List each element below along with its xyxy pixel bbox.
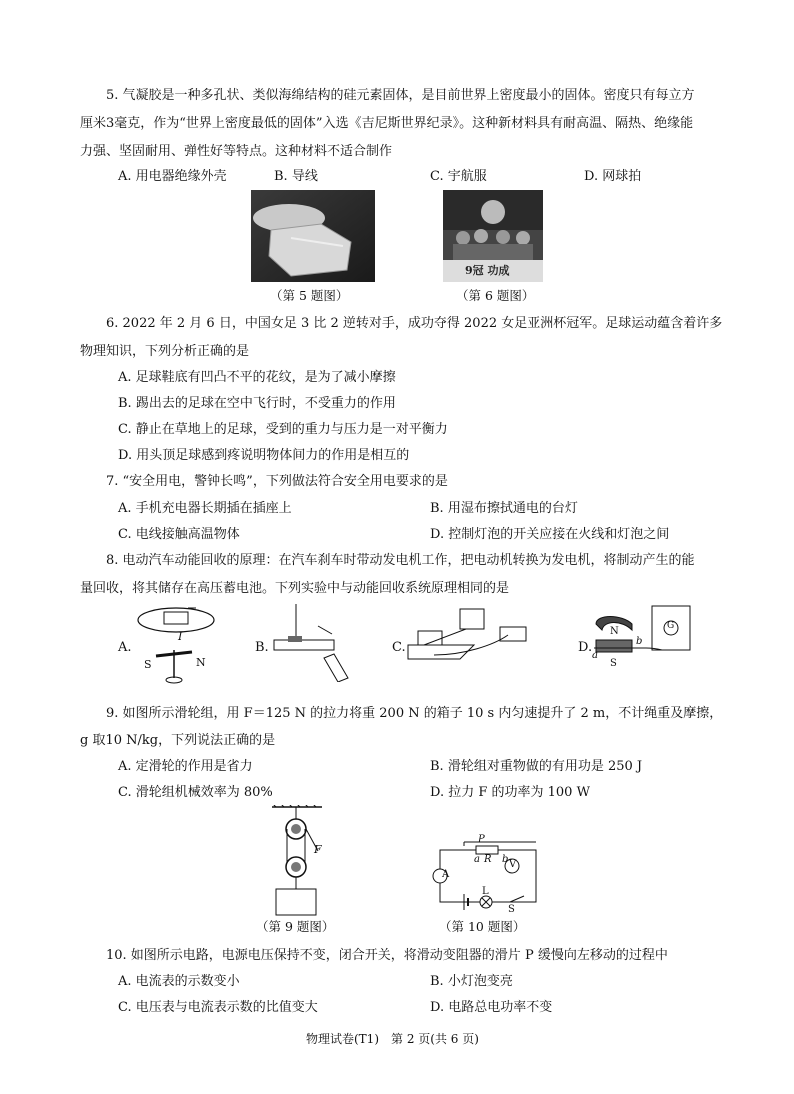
q8-option-d: D. [578,640,593,655]
q8-d-b-label: b [636,636,643,647]
q6-line-1: 6. 2022 年 2 月 6 日，中国女足 3 比 2 逆转对手，成功夺得 2022 女足亚洲杯冠军。足球运动蕴含着许多 [106,316,723,331]
q8-d-g-label: G [667,621,675,631]
page-footer: 物理试卷(T1) 第 2 页(共 6 页) [306,1032,479,1046]
fig10-switch-label: S [508,904,515,915]
q6-line-2: 物理知识，下列分析正确的是 [80,344,250,359]
q6-option-a: A. 足球鞋底有凹凸不平的花纹，是为了减小摩擦 [118,370,396,385]
q9-option-b: B. 滑轮组对重物做的有用功是 250 J [430,759,643,774]
circuit-diagram [424,836,552,916]
q5-option-a: A. 用电器绝缘外壳 [118,169,227,184]
q9-line-2: g 取10 N/kg，下列说法正确的是 [80,733,276,748]
q7-option-a: A. 手机充电器长期插在插座上 [118,501,292,516]
fig5-caption: （第 5 题图） [270,288,349,303]
q9-line-1: 9. 如图所示滑轮组，用 F＝125 N 的拉力将重 200 N 的箱子 10 s 内匀速提升了 2 m，不计绳重及摩擦， [106,706,723,721]
q9-option-d: D. 拉力 F 的功率为 100 W [430,785,590,800]
q10-line-1: 10. 如图所示电路，电源电压保持不变，闭合开关，将滑动变阻器的滑片 P 缓慢向左移动的过程中 [106,948,668,963]
q8-d-a-label: a [592,650,598,661]
q7-line-1: 7. “安全用电，警钟长鸣”，下列做法符合安全用电要求的是 [106,474,448,489]
q8-fig-d-magnet-galvanometer [592,600,694,678]
q8-option-a: A. [118,640,132,655]
q8-d-s-label: S [610,658,617,669]
fig9-force-label: F [314,843,322,856]
q7-option-c: C. 电线接触高温物体 [118,527,240,542]
q6-option-c: C. 静止在草地上的足球，受到的重力与压力是一对平衡力 [118,422,448,437]
q9-option-a: A. 定滑轮的作用是省力 [118,759,253,774]
q5-line-1: 5. 气凝胶是一种多孔状、类似海绵结构的硅元素固体，是目前世界上密度最小的固体。密度只有每立方 [106,88,695,103]
q6-option-d: D. 用头顶足球感到疼说明物体间力的作用是相互的 [118,448,410,463]
q5-option-c: C. 宇航服 [430,169,487,184]
pulley-system-diagram [262,805,332,917]
q5-option-b: B. 导线 [274,169,318,184]
fig6-caption: （第 6 题图） [456,288,535,303]
fig10-p-label: P [478,834,485,845]
q8-d-n-label: N [610,626,619,637]
q8-option-c: C. [392,640,406,655]
q9-option-c: C. 滑轮组机械效率为 80% [118,785,273,800]
q8-a-n-label: N [196,656,206,669]
q8-a-s-label: S [144,658,152,671]
fig10-caption: （第 10 题图） [439,919,526,934]
q6-option-b: B. 踢出去的足球在空中飞行时，不受重力的作用 [118,396,396,411]
team-poster-photo [443,190,543,282]
q8-fig-b-rail-rod [268,600,358,682]
q10-option-d: D. 电路总电功率不变 [430,1000,553,1015]
q8-line-1: 8. 电动汽车动能回收的原理：在汽车刹车时带动发电机工作，把电动机转换为发电机，将制动产生的能 [106,553,695,568]
aerogel-photo [251,190,375,282]
fig10-ammeter-label: A [442,869,450,880]
q8-option-b: B. [255,640,269,655]
q8-fig-a-coil-compass [134,600,218,690]
q10-option-b: B. 小灯泡变亮 [430,974,513,989]
fig10-a-label: a [474,854,480,865]
fig10-voltmeter-label: V [509,859,517,870]
q5-line-2: 厘米3毫克，作为“世界上密度最低的固体”入选《吉尼斯世界纪录》。这种新材料具有耐高温、隔热、绝缘能 [80,116,694,131]
fig10-r-label: R [484,854,492,865]
fig6-banner: 9冠 功成 [465,264,510,277]
q8-line-2: 量回收，将其储存在高压蓄电池。下列实验中与动能回收系统原理相同的是 [80,581,510,596]
fig10-b-label: b [502,854,509,865]
fig9-caption: （第 9 题图） [256,919,335,934]
q7-option-d: D. 控制灯泡的开关应接在火线和灯泡之间 [430,527,670,542]
q10-option-c: C. 电压表与电流表示数的比值变大 [118,1000,318,1015]
q8-a-i-label: I [178,630,183,643]
fig10-lamp-label: L [482,886,489,897]
q7-option-b: B. 用湿布擦拭通电的台灯 [430,501,578,516]
q5-option-d: D. 网球拍 [584,169,642,184]
q5-line-3: 力强、坚固耐用、弹性好等特点。这种材料不适合制作 [80,144,393,159]
q8-fig-c-motor-setup [404,605,532,667]
q10-option-a: A. 电流表的示数变小 [118,974,240,989]
